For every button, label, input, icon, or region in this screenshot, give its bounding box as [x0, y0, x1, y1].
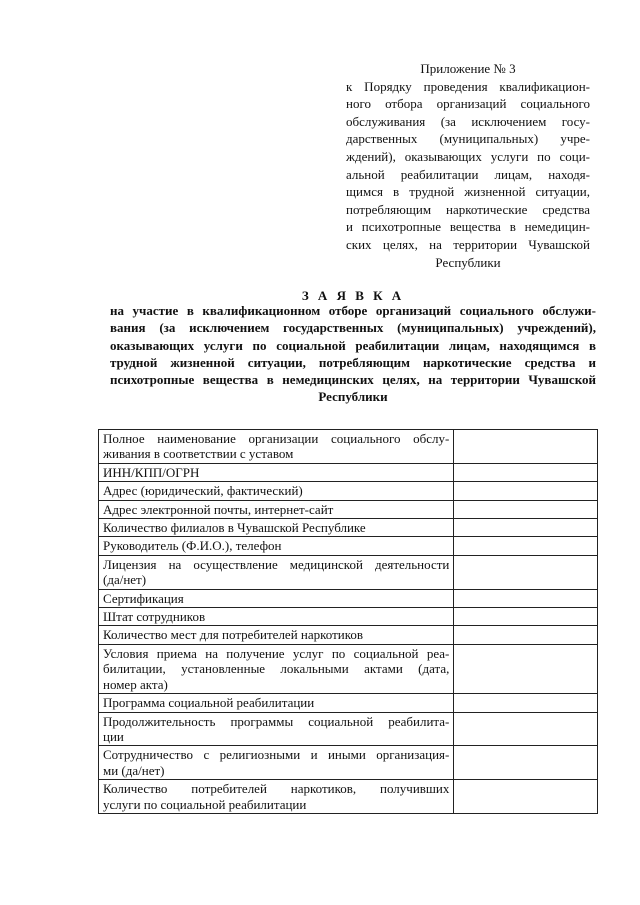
field-label-line: живания в соответствии с уставом: [103, 446, 294, 462]
field-label-line: Сотрудничество с религиозными и иными организация-: [103, 747, 450, 763]
table-row: [99, 694, 598, 712]
field-label-line: (да/нет): [103, 572, 147, 588]
table-row: [99, 712, 598, 746]
field-value-cell[interactable]: [454, 555, 598, 589]
field-label: [99, 537, 454, 555]
subtitle-line: психотропные вещества в немедицинских целях, на территории Чувашской: [110, 372, 596, 388]
field-value-cell[interactable]: [454, 500, 598, 518]
field-label: [99, 589, 454, 607]
appendix-line: ного отбора организаций социального: [346, 96, 590, 112]
field-value-cell[interactable]: [454, 482, 598, 500]
table-row: [99, 430, 598, 464]
field-label-line: Полное наименование организации социального обслу-: [103, 431, 450, 446]
subtitle-line: Республики: [318, 389, 388, 405]
field-value-cell[interactable]: [454, 463, 598, 481]
table-row: [99, 555, 598, 589]
field-value-cell[interactable]: [454, 608, 598, 626]
appendix-text: [346, 78, 590, 272]
field-label-line: билитации, установленные локальными актами (дата,: [103, 661, 450, 677]
table-row: [99, 644, 598, 693]
field-label: [99, 430, 454, 464]
table-row: [99, 589, 598, 607]
appendix-line: потребляющим наркотические средства: [346, 201, 590, 217]
appendix-line: альной реабилитации лицам, находя-: [346, 166, 590, 182]
appendix-block: [346, 60, 590, 271]
appendix-line: Республики: [435, 254, 501, 270]
field-value-cell[interactable]: [454, 694, 598, 712]
field-label: [99, 780, 454, 814]
table-row: [99, 626, 598, 644]
field-label-line: Количество филиалов в Чувашской Республике: [103, 520, 366, 536]
field-label-line: Адрес электронной почты, интернет-сайт: [103, 501, 334, 517]
appendix-header: Приложение № 3: [420, 61, 516, 76]
application-form-table: [98, 429, 598, 814]
subtitle-line: на участие в квалификационном отборе организаций социального обслужи-: [110, 303, 596, 318]
appendix-line: к Порядку проведения квалификацион-: [346, 78, 590, 94]
field-label-line: Лицензия на осуществление медицинской деятельности: [103, 556, 450, 572]
field-label: [99, 746, 454, 780]
field-label-line: ции: [103, 728, 124, 744]
field-label-line: услуги по социальной реабилитации: [103, 796, 307, 812]
table-row: [99, 746, 598, 780]
appendix-line: обслуживания (за исключением госу-: [346, 113, 590, 129]
field-label: [99, 608, 454, 626]
appendix-line: дарственных (муниципальных) учре-: [346, 131, 590, 147]
table-row: [99, 500, 598, 518]
field-label: [99, 644, 454, 693]
subtitle-line: трудной жизненной ситуации, потребляющим наркотические средства и: [110, 354, 596, 370]
field-label: [99, 626, 454, 644]
field-label-line: Условия приема на получение услуг по социальной реа-: [103, 645, 450, 661]
field-label-line: Количество потребителей наркотиков, получивших: [103, 781, 450, 797]
field-value-cell[interactable]: [454, 780, 598, 814]
field-value-cell[interactable]: [454, 746, 598, 780]
table-row: [99, 482, 598, 500]
table-row: [99, 608, 598, 626]
field-label: [99, 463, 454, 481]
field-label-line: Продолжительность программы социальной реабилита-: [103, 713, 450, 729]
field-label-line: Руководитель (Ф.И.О.), телефон: [103, 538, 282, 554]
document-subtitle: [110, 302, 596, 406]
field-label-line: ми (да/нет): [103, 762, 165, 778]
field-label: [99, 482, 454, 500]
field-value-cell[interactable]: [454, 537, 598, 555]
field-label-line: Штат сотрудников: [103, 609, 206, 625]
table-row: [99, 519, 598, 537]
table-row: [99, 463, 598, 481]
field-value-cell[interactable]: [454, 589, 598, 607]
field-label-line: ИНН/КПП/ОГРН: [103, 464, 200, 480]
field-value-cell[interactable]: [454, 519, 598, 537]
subtitle-line: вания (за исключением государственных (муниципальных) учреждений),: [110, 320, 596, 336]
subtitle-line: оказывающих услуги по социальной реабилитации лицам, находящимся в: [110, 337, 596, 353]
field-label: [99, 555, 454, 589]
field-value-cell[interactable]: [454, 644, 598, 693]
appendix-line: щимся в трудной жизненной ситуации,: [346, 184, 590, 200]
appendix-line: ских целях, на территории Чувашской: [346, 236, 590, 252]
field-label: [99, 500, 454, 518]
field-label: [99, 712, 454, 746]
field-label-line: Адрес (юридический, фактический): [103, 483, 303, 499]
field-label: [99, 694, 454, 712]
table-row: [99, 780, 598, 814]
field-label-line: Сертификация: [103, 590, 184, 606]
field-value-cell[interactable]: [454, 430, 598, 464]
appendix-line: и психотропные вещества в немедицин-: [346, 219, 590, 235]
field-label-line: номер акта): [103, 676, 168, 692]
field-value-cell[interactable]: [454, 626, 598, 644]
field-value-cell[interactable]: [454, 712, 598, 746]
field-label-line: Программа социальной реабилитации: [103, 695, 315, 711]
field-label: [99, 519, 454, 537]
appendix-line: ждений), оказывающих услуги по соци-: [346, 148, 590, 164]
field-label-line: Количество мест для потребителей наркотиков: [103, 627, 364, 643]
table-row: [99, 537, 598, 555]
document-title: З А Я В К А: [301, 288, 405, 303]
